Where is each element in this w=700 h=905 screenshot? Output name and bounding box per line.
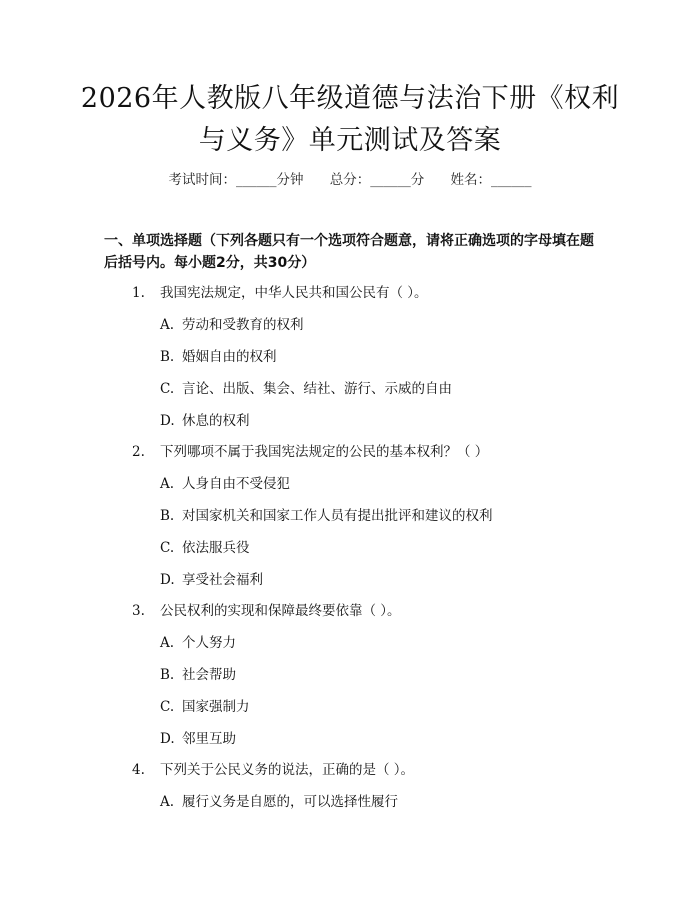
option-letter: D. bbox=[160, 572, 175, 588]
question-text: 公民权利的实现和保障最终要依靠（ ）。 bbox=[160, 603, 401, 619]
option-text: 享受社会福利 bbox=[182, 572, 263, 588]
option-text: 邻里互助 bbox=[182, 731, 236, 747]
option-letter: A. bbox=[160, 635, 175, 651]
question-number: 1. bbox=[132, 285, 145, 301]
title-line-1: 2026年人教版八年级道德与法治下册《权利 bbox=[80, 83, 620, 114]
option-text: 依法服兵役 bbox=[182, 540, 250, 556]
option-2-a bbox=[160, 475, 290, 493]
option-letter: C. bbox=[160, 540, 175, 556]
option-2-c bbox=[160, 539, 250, 557]
option-text: 言论、出版、集会、结社、游行、示威的自由 bbox=[182, 381, 452, 397]
option-text: 社会帮助 bbox=[182, 667, 236, 683]
question-text: 下列哪项不属于我国宪法规定的公民的基本权利？（ ） bbox=[160, 444, 489, 460]
option-letter: C. bbox=[160, 381, 175, 397]
option-2-b bbox=[160, 507, 493, 525]
option-text: 个人努力 bbox=[182, 635, 236, 651]
option-1-c bbox=[160, 380, 452, 398]
option-1-a bbox=[160, 316, 304, 334]
section-heading: 一、单项选择题（下列各题只有一个选项符合题意，请将正确选项的字母填在题后括号内。每小题2分，共30分） bbox=[104, 233, 594, 271]
option-text: 婚姻自由的权利 bbox=[182, 349, 277, 365]
option-text: 国家强制力 bbox=[182, 699, 250, 715]
option-letter: A. bbox=[160, 317, 175, 333]
option-letter: B. bbox=[160, 508, 175, 524]
option-3-c bbox=[160, 698, 250, 716]
title-line-2: 与义务》单元测试及答案 bbox=[198, 125, 502, 156]
question-number: 3. bbox=[132, 603, 145, 619]
time-field: 考试时间：______分钟 bbox=[168, 172, 304, 188]
question-text: 下列关于公民义务的说法，正确的是（ ）。 bbox=[160, 762, 415, 778]
option-letter: A. bbox=[160, 476, 175, 492]
option-text: 对国家机关和国家工作人员有提出批评和建议的权利 bbox=[182, 508, 493, 524]
option-1-d bbox=[160, 412, 250, 430]
option-1-b bbox=[160, 348, 277, 366]
option-3-d bbox=[160, 730, 236, 748]
exam-title bbox=[60, 78, 640, 162]
question-number: 4. bbox=[132, 762, 145, 778]
question-number: 2. bbox=[132, 444, 145, 460]
score-field: 总分：______分 bbox=[329, 172, 425, 188]
option-letter: D. bbox=[160, 413, 175, 429]
option-4-a bbox=[160, 793, 398, 811]
exam-meta bbox=[0, 168, 700, 188]
option-3-b bbox=[160, 666, 236, 684]
option-text: 人身自由不受侵犯 bbox=[182, 476, 290, 492]
option-2-d bbox=[160, 571, 263, 589]
option-letter: C. bbox=[160, 699, 175, 715]
option-text: 履行义务是自愿的，可以选择性履行 bbox=[182, 794, 398, 810]
option-3-a bbox=[160, 634, 236, 652]
option-letter: D. bbox=[160, 731, 175, 747]
option-text: 休息的权利 bbox=[182, 413, 250, 429]
option-letter: A. bbox=[160, 794, 175, 810]
option-letter: B. bbox=[160, 349, 175, 365]
option-letter: B. bbox=[160, 667, 175, 683]
name-field: 姓名：______ bbox=[450, 172, 532, 188]
option-text: 劳动和受教育的权利 bbox=[182, 317, 304, 333]
question-text: 我国宪法规定，中华人民共和国公民有（ ）。 bbox=[160, 285, 428, 301]
